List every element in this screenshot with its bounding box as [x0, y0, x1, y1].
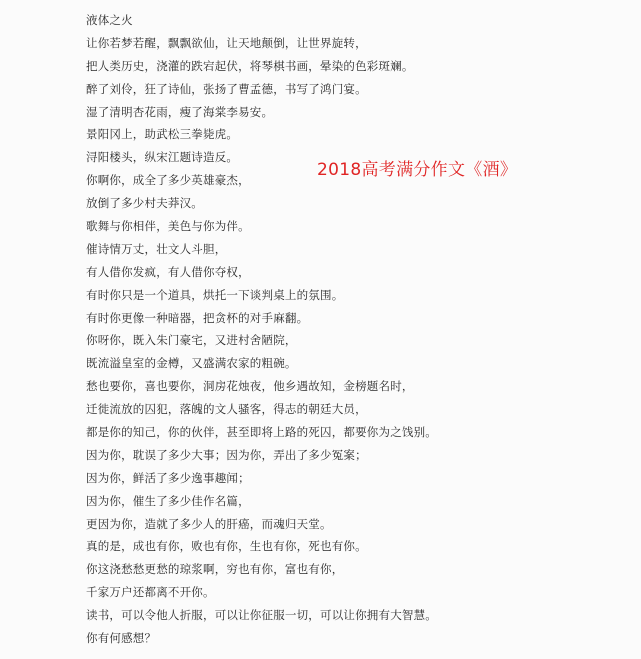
- essay-line: 因为你，催生了多少佳作名篇，: [86, 493, 250, 508]
- essay-line: 读书，可以令他人折服，可以让你征服一切，可以让你拥有大智慧。: [86, 608, 437, 623]
- essay-line: 你有何感想？: [86, 631, 157, 646]
- essay-line: 湿了清明杏花雨，瘦了海棠李易安。: [86, 104, 274, 119]
- essay-line: 有人借你发疯，有人借你夺权，: [86, 264, 250, 279]
- essay-line: 你这浇愁愁更愁的琼浆啊，穷也有你，富也有你，: [86, 562, 344, 577]
- essay-line: 你呀你，既入朱门豪宅，又进村舍陋院，: [86, 333, 297, 348]
- essay-line: 让你若梦若醒，飘飘欲仙，让天地颠倒，让世界旋转，: [86, 35, 367, 50]
- essay-line: 你啊你，成全了多少英雄豪杰，: [86, 173, 250, 188]
- essay-line: 放倒了多少村夫莽汉。: [86, 196, 203, 211]
- essay-line: 千家万户还都离不开你。: [86, 585, 215, 600]
- essay-line: 迁徙流放的囚犯，落魄的文人骚客，得志的朝廷大员，: [86, 402, 367, 417]
- overlay-title: 2018高考满分作文《酒》: [317, 160, 518, 180]
- essay-line: 都是你的知己，你的伙伴，甚至即将上路的死囚，都要你为之饯别。: [86, 425, 437, 440]
- essay-line: 把人类历史，浇灌的跌宕起伏，将琴棋书画，晕染的色彩斑斓。: [86, 58, 414, 73]
- essay-line: 有时你只是一个道具，烘托一下谈判桌上的氛围。: [86, 287, 344, 302]
- essay-title: 液体之火: [86, 13, 133, 27]
- essay-line: 有时你更像一种暗器，把贪杯的对手麻翻。: [86, 310, 309, 325]
- essay-line: 因为你，耽误了多少大事；因为你，弄出了多少冤案；: [86, 447, 367, 462]
- essay-line: 浔阳楼头，纵宋江题诗造反。: [86, 150, 239, 165]
- essay-line: 歌舞与你相伴，美色与你为伴。: [86, 219, 250, 234]
- essay-line: 景阳冈上，助武松三拳毙虎。: [86, 127, 239, 142]
- essay-line: 既流溢皇室的金樽，又盛满农家的粗碗。: [86, 356, 297, 371]
- essay-line: 愁也要你，喜也要你，洞房花烛夜，他乡遇故知，金榜题名时，: [86, 379, 414, 394]
- essay-line: 因为你，鲜活了多少逸事趣闻；: [86, 470, 250, 485]
- essay-text: [86, 9, 606, 650]
- essay-line: 催诗情万丈，壮文人斗胆，: [86, 241, 227, 256]
- essay-line: 更因为你，造就了多少人的肝癌，而魂归天堂。: [86, 516, 332, 531]
- essay-line: 醉了刘伶，狂了诗仙，张扬了曹孟德，书写了鸿门宴。: [86, 81, 367, 96]
- essay-line: 真的是，成也有你，败也有你，生也有你，死也有你。: [86, 539, 367, 554]
